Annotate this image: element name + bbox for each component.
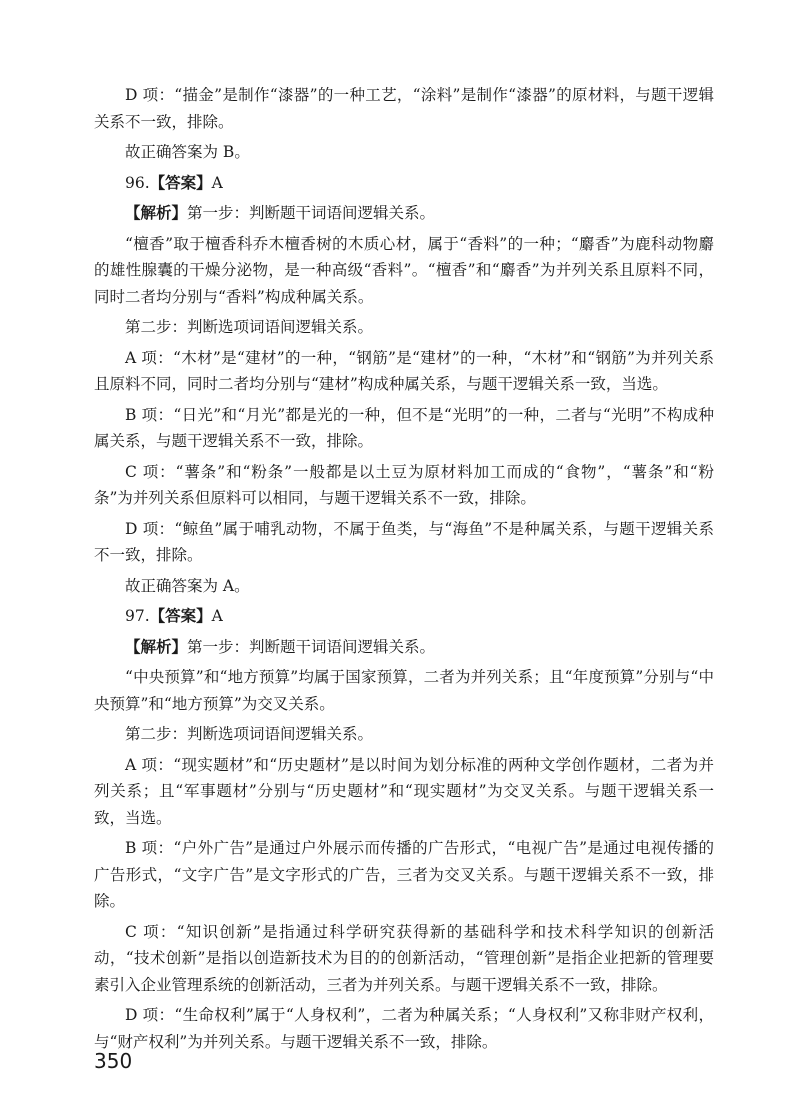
analysis-tag: 【解析】: [125, 636, 188, 656]
page-body: [94, 82, 714, 1055]
paragraph-d-option-q95: D 项：“描金”是制作“漆器”的一种工艺，“涂料”是制作“漆器”的原材料，与题干逻辑关系不一致，排除。: [94, 86, 714, 131]
paragraph-step-two-q97: 第二步：判断选项词语间逻辑关系。: [125, 725, 374, 743]
paragraph-stem-analysis-q97: “中央预算”和“地方预算”均属于国家预算，二者为并列关系；且“年度预算”分别与“中央预算”和“地方预算”为交叉关系。: [94, 668, 714, 713]
paragraph-b-option-q97: B 项：“户外广告”是通过户外展示而传播的广告形式，“电视广告”是通过电视传播的广告形式，“文字广告”是文字形式的广告，三者为交叉关系。与题干逻辑关系不一致，排除。: [94, 839, 714, 910]
question-number: 97.: [125, 607, 150, 625]
paragraph-b-option-q96: B 项：“日光”和“月光”都是光的一种，但不是“光明”的一种，二者与“光明”不构成种属关系，与题干逻辑关系不一致，排除。: [94, 405, 714, 450]
answer-value: A: [211, 173, 223, 192]
paragraph-step-two-q96: 第二步：判断选项词语间逻辑关系。: [125, 318, 374, 336]
page-number: 350: [94, 1049, 133, 1073]
answer-tag: 【答案】: [149, 606, 212, 625]
paragraph-correct-answer-q96: 故正确答案为 A。: [125, 576, 250, 595]
paragraph-a-option-q96: A 项：“木材”是“建材”的一种，“钢筋”是“建材”的一种，“木材”和“钢筋”为并列关系且原料不同，同时二者均分别与“建材”构成种属关系，与题干逻辑关系一致，当选。: [94, 348, 714, 393]
analysis-tag: 【解析】: [125, 203, 188, 222]
paragraph-d-option-q97: D 项：“生命权利”属于“人身权利”，二者为种属关系；“人身权利”又称非财产权利，与“财产权利”为并列关系。与题干逻辑关系不一致，排除。: [94, 1006, 714, 1051]
answer-value: A: [211, 607, 223, 625]
paragraph-a-option-q97: A 项：“现实题材”和“历史题材”是以时间为划分标准的两种文学创作题材，二者为并列关系；且“军事题材”分别与“历史题材”和“现实题材”为交叉关系。与题干逻辑关系一致，当选。: [94, 755, 714, 827]
answer-heading-q96: [94, 170, 714, 197]
paragraph-stem-analysis-q96: “檀香”取于檀香科乔木檀香树的木质心材，属于“香料”的一种；“麝香”为鹿科动物麝的雄性腺囊的干燥分泌物，是一种高级“香料”。“檀香”和“麝香”为并列关系且原料不同，同时二者均分别与“香料”构成种属关系。: [94, 234, 714, 306]
analysis-heading-q97: 【解析】第一步：判断题干词语间逻辑关系。: [125, 636, 436, 656]
paragraph-c-option-q96: C 项：“薯条”和“粉条”一般都是以土豆为原材料加工而成的“食物”，“薯条”和“粉条”为并列关系但原料可以相同，与题干逻辑关系不一致，排除。: [94, 462, 714, 507]
answer-tag: 【答案】: [149, 172, 212, 192]
paragraph-correct-answer-q95: 故正确答案为 B。: [125, 143, 250, 161]
analysis-heading-q96: 【解析】第一步：判断题干词语间逻辑关系。: [125, 203, 436, 222]
answer-heading-q97: [94, 603, 714, 630]
question-number: 96.: [125, 173, 150, 192]
paragraph-c-option-q97: C 项：“知识创新”是指通过科学研究获得新的基础科学和技术科学知识的创新活动，“技术创新”是指以创造新技术为目的的创新活动，“管理创新”是指企业把新的管理要素引入企业管理系统的创新活动，三者为并列关系。与题干逻辑关系不一致，排除。: [94, 922, 714, 994]
paragraph-d-option-q96: D 项：“鲸鱼”属于哺乳动物，不属于鱼类，与“海鱼”不是种属关系，与题干逻辑关系不一致，排除。: [94, 519, 714, 564]
